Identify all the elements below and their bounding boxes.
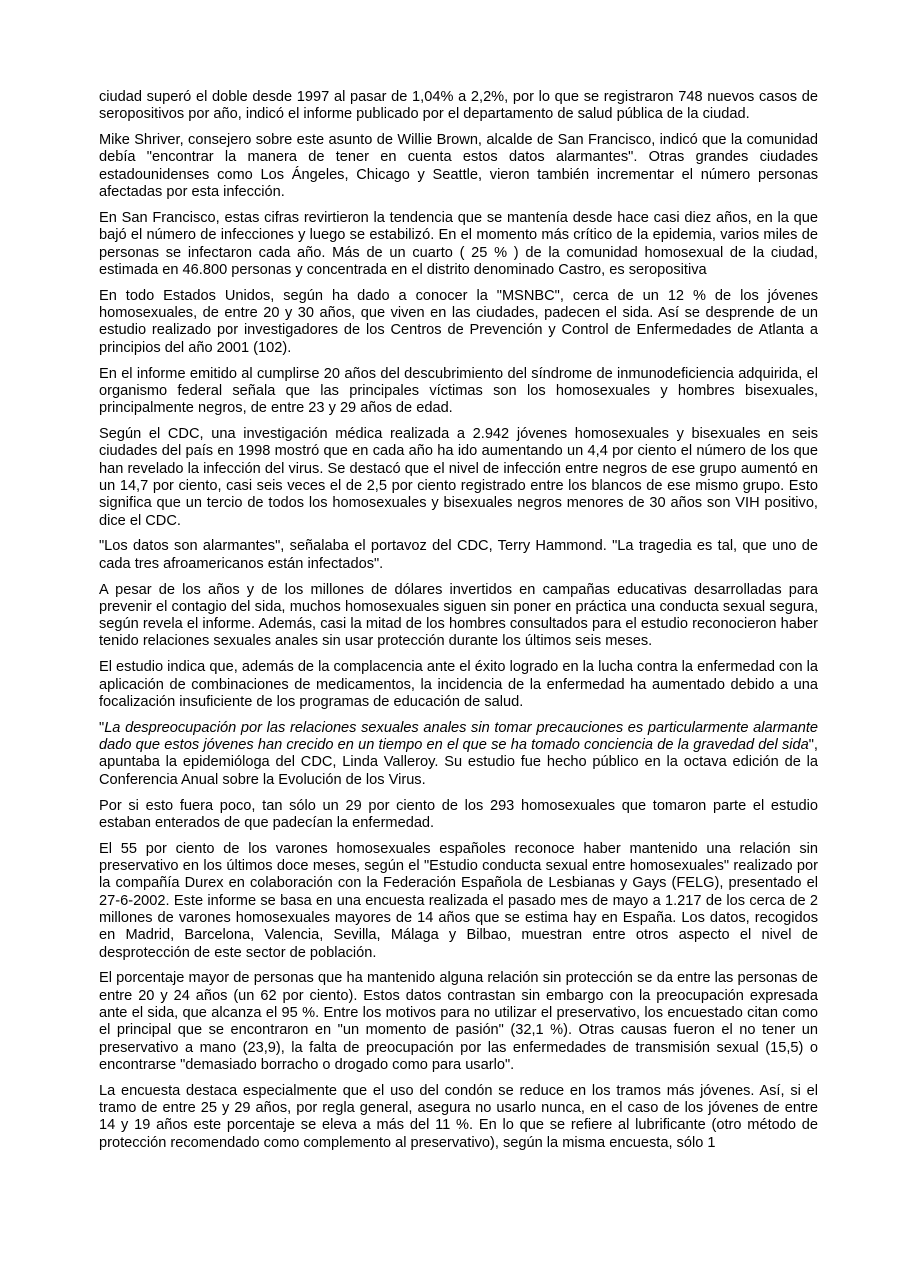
paragraph: En San Francisco, estas cifras revirtieron la tendencia que se mantenía desde hace casi diez años, en la que bajó el número de infecciones y luego se estabilizó. En el momento más crítico de la epidemia, varios miles de personas se infectaron cada año. Más de un cuarto ( 25 % ) de la comunidad homosexual de la ciudad, estimada en 46.800 personas y concentrada en el distrito denominado Castro, es seropositiva — [99, 209, 818, 278]
paragraph: Mike Shriver, consejero sobre este asunto de Willie Brown, alcalde de San Francisco, indicó que la comunidad debía "encontrar la manera de tener en cuenta estos datos alarmantes". Otras grandes ciudades estadounidenses como Los Ángeles, Chicago y Seattle, vieron también incrementar el número personas afectadas por esta infección. — [99, 132, 818, 201]
paragraph: Según el CDC, una investigación médica realizada a 2.942 jóvenes homosexuales y bisexuales en seis ciudades del país en 1998 mostró que en cada año ha ido aumentando un 4,4 por ciento el número de los que han revelado la infección del virus. Se destacó que el nivel de infección entre negros de ese grupo aumentó en un 14,7 por ciento, casi seis veces el de 2,5 por ciento registrado entre los blancos de ese mismo grupo. Esto significa que un tercio de todos los homosexuales y bisexuales negros menores de 30 años son VIH positivo, dice el CDC. — [99, 426, 818, 529]
document-page — [99, 89, 818, 1152]
quote-italic-text: La despreocupación por las relaciones sexuales anales sin tomar precauciones es particularmente alarmante dado que estos jóvenes han crecido en un tiempo en el que se ha tomado conciencia de la gravedad del sida — [99, 719, 818, 754]
paragraph: La encuesta destaca especialmente que el uso del condón se reduce en los tramos más jóvenes. Así, si el tramo de entre 25 y 29 años, por regla general, asegura no usarlo nunca, en el caso de los jóvenes de entre 14 y 19 años este porcentaje se eleva a más del 11 %. En lo que se refiere al lubrificante (otro método de protección recomendado como complemento al preservativo), según la misma encuesta, sólo 1 — [99, 1082, 818, 1151]
paragraph: En el informe emitido al cumplirse 20 años del descubrimiento del síndrome de inmunodeficiencia adquirida, el organismo federal señala que las principales víctimas son los homosexuales y hombres bisexuales, principalmente negros, de entre 23 y 29 años de edad. — [99, 365, 818, 417]
paragraph: El 55 por ciento de los varones homosexuales españoles reconoce haber mantenido una relación sin preservativo en los últimos doce meses, según el "Estudio conducta sexual entre homosexuales" realizado por la compañía Durex en colaboración con la Federación Española de Lesbianas y Gays (FELG), presentado el 27-6-2002. Este informe se basa en una encuesta realizada el pasado mes de mayo a 1.217 de los cerca de 2 millones de varones homosexuales mayores de 14 años que se estima hay en España. Los datos, recogidos en Madrid, Barcelona, Valencia, Sevilla, Málaga y Bilbao, muestran entre otros aspecto el nivel de desprotección de este sector de población. — [99, 840, 818, 961]
quote-open: " — [99, 719, 105, 736]
paragraph: El estudio indica que, además de la complacencia ante el éxito logrado en la lucha contra la enfermedad con la aplicación de combinaciones de medicamentos, la incidencia de la enfermedad ha aumentado debido a una focalización insuficiente de los programas de educación de salud. — [99, 659, 818, 710]
quote-paragraph — [99, 720, 818, 789]
quote-rest: ", apuntaba la epidemióloga del CDC, Linda Valleroy. Su estudio fue hecho público en la octava edición de la Conferencia Anual sobre la Evolución de los Virus. — [99, 737, 818, 788]
paragraph: A pesar de los años y de los millones de dólares invertidos en campañas educativas desarrolladas para prevenir el contagio del sida, muchos homosexuales siguen sin poner en práctica una conducta sexual segura, según revela el informe. Además, casi la mitad de los hombres consultados para el estudio reconocieron haber tenido relaciones sexuales anales sin usar protección durante los últimos seis meses. — [99, 581, 818, 650]
paragraph: Por si esto fuera poco, tan sólo un 29 por ciento de los 293 homosexuales que tomaron parte el estudio estaban enterados de que padecían la enfermedad. — [99, 797, 818, 831]
paragraph: ciudad superó el doble desde 1997 al pasar de 1,04% a 2,2%, por lo que se registraron 748 nuevos casos de seropositivos por año, indicó el informe publicado por el departamento de salud pública de la ciudad. — [99, 89, 818, 123]
paragraph: "Los datos son alarmantes", señalaba el portavoz del CDC, Terry Hammond. "La tragedia es tal, que uno de cada tres afroamericanos están infectados". — [99, 538, 818, 572]
paragraph: En todo Estados Unidos, según ha dado a conocer la "MSNBC", cerca de un 12 % de los jóvenes homosexuales, de entre 20 y 30 años, que viven en las ciudades, padecen el sida. Así se desprende de un estudio realizado por investigadores de los Centros de Prevención y Control de Enfermedades de Atlanta a principios del año 2001 (102). — [99, 287, 818, 356]
paragraph: El porcentaje mayor de personas que ha mantenido alguna relación sin protección se da entre las personas de entre 20 y 24 años (un 62 por ciento). Estos datos contrastan sin embargo con la preocupación expresada ante el sida, que alcanza el 95 %. Entre los motivos para no utilizar el preservativo, los encuestado citan como el principal que se encontraron en "un momento de pasión" (32,1 %). Otras causas fueron el no tener un preservativo a mano (23,9), la falta de preocupación por las enfermedades de transmisión sexual (15,5) o encontrarse "demasiado borracho o drogado como para usarlo". — [99, 970, 818, 1073]
